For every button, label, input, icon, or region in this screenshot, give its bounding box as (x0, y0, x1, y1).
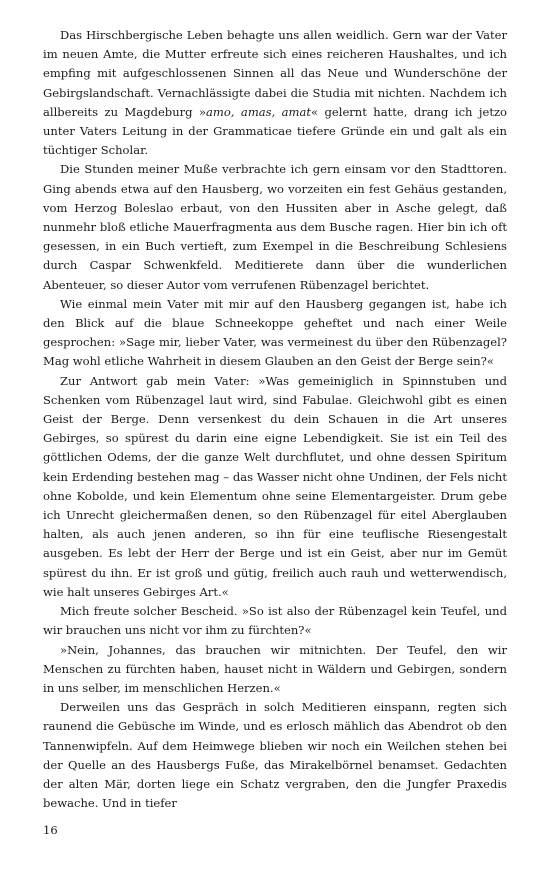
paragraph-1-latin-phrase: amo, amas, amat (206, 104, 312, 119)
paragraph-7-text: Derweilen uns das Gespräch in solch Meditieren einspann, regten sich raunend die Gebüsche im Winde, und es erlosch mählich das Abendrot ob den Tannenwipfeln. Auf dem Heimwege blieben wir noch ein Weilchen stehen bei der Quelle an des Hausbergs Fuße, das Mirakelbörnel benamset. Gedachten der alten Mär, dorten liege ein Schatz vergraben, den die Jungfer Praxedis bewache. Und in tiefer (43, 700, 507, 811)
paragraph-4-text: Zur Antwort gab mein Vater: »Was gemeiniglich in Spinnstuben und Schenken vom Rübenzagel laut wird, sind Fabulae. Gleichwohl gibt es einen Geist der Berge. Denn versenkest du dein Schauen in die Art unseres Gebirges, so spürest du darin eine eigne Lebendigkeit. Sie ist ein Teil des göttlichen Odems, der die ganze Welt durchflutet, und ohne dessen Spiritum kein Erdending bestehen mag – das Wasser nicht ohne Undinen, der Fels nicht ohne Kobolde, und kein Elementum ohne seine Elementargeister. Drum gebe ich Unrecht gleichermaßen denen, so den Rübenzagel für eitel Aberglauben halten, als auch jenen anderen, so ihn für eine teuflische Riesengestalt ausgeben. Es lebt der Herr der Berge und ist ein Geist, aber nur im Gemüt spürest du ihn. Er ist groß und gütig, freilich auch rauh und wetterwendisch, wie halt unseres Gebirges Art.« (43, 373, 507, 599)
paragraph-2-text: Die Stunden meiner Muße verbrachte ich gern einsam vor den Stadttoren. Ging abends etwa auf den Hausberg, wo vorzeiten ein fest Gehäus gestanden, vom Herzog Boleslao erbaut, von den Hussiten aber in Asche gelegt, daß nunmehr bloß etliche Mauerfragmenta aus dem Busche ragen. Hier bin ich oft gesessen, in ein Buch vertieft, zum Exempel in die Beschreibung Schlesiens durch Caspar Schwenkfeld. Meditierete dann über die wunderlichen Abenteuer, so dieser Autor vom verrufenen Rübenzagel berichtet. (43, 162, 507, 292)
paragraph-3-text: Wie einmal mein Vater mit mir auf den Hausberg gegangen ist, habe ich den Blick auf die blaue Schneekoppe geheftet und nach einer Weile gesprochen: »Sage mir, lieber Vater, was vermeinest du über den Rübenzagel? Mag wohl etliche Wahrheit in diesem Glauben an den Geist der Berge sein?« (43, 296, 507, 369)
paragraph-3 (43, 295, 507, 372)
paragraph-1-part-3: « gelernt hatte, drang ich jetzo unter Vaters Leitung in der Grammaticae tiefere Gründe ein und galt als ein tüchtiger Scholar. (43, 104, 507, 158)
paragraph-5-text: Mich freute solcher Bescheid. »So ist also der Rübenzagel kein Teufel, und wir brauchen uns nicht vor ihm zu fürchten?« (43, 604, 507, 638)
book-page-text (43, 26, 507, 813)
paragraph-5 (43, 602, 507, 640)
paragraph-6-text: »Nein, Johannes, das brauchen wir mitnichten. Der Teufel, den wir Menschen zu fürchten haben, hauset nicht in Wäldern und Gebirgen, sondern in uns selber, im menschlichen Herzen.« (43, 642, 507, 695)
paragraph-2 (43, 160, 507, 294)
paragraph-6 (43, 641, 507, 699)
paragraph-1-part-1: Das Hirschbergische Leben behagte uns allen weidlich. Gern war der Vater im neuen Amte, die Mutter erfreute sich eines reicheren Haushaltes, und ich empfing mit aufgeschlossenen Sinnen all das Neue und Wunderschöne der Gebirgslandschaft. Vernachlässigte dabei die Studia mit nichten. Nachdem ich allbereits zu Magdeburg » (43, 28, 507, 119)
paragraph-7 (43, 698, 507, 813)
paragraph-1 (43, 26, 507, 160)
page-number: 16 (43, 823, 58, 837)
paragraph-4 (43, 372, 507, 602)
